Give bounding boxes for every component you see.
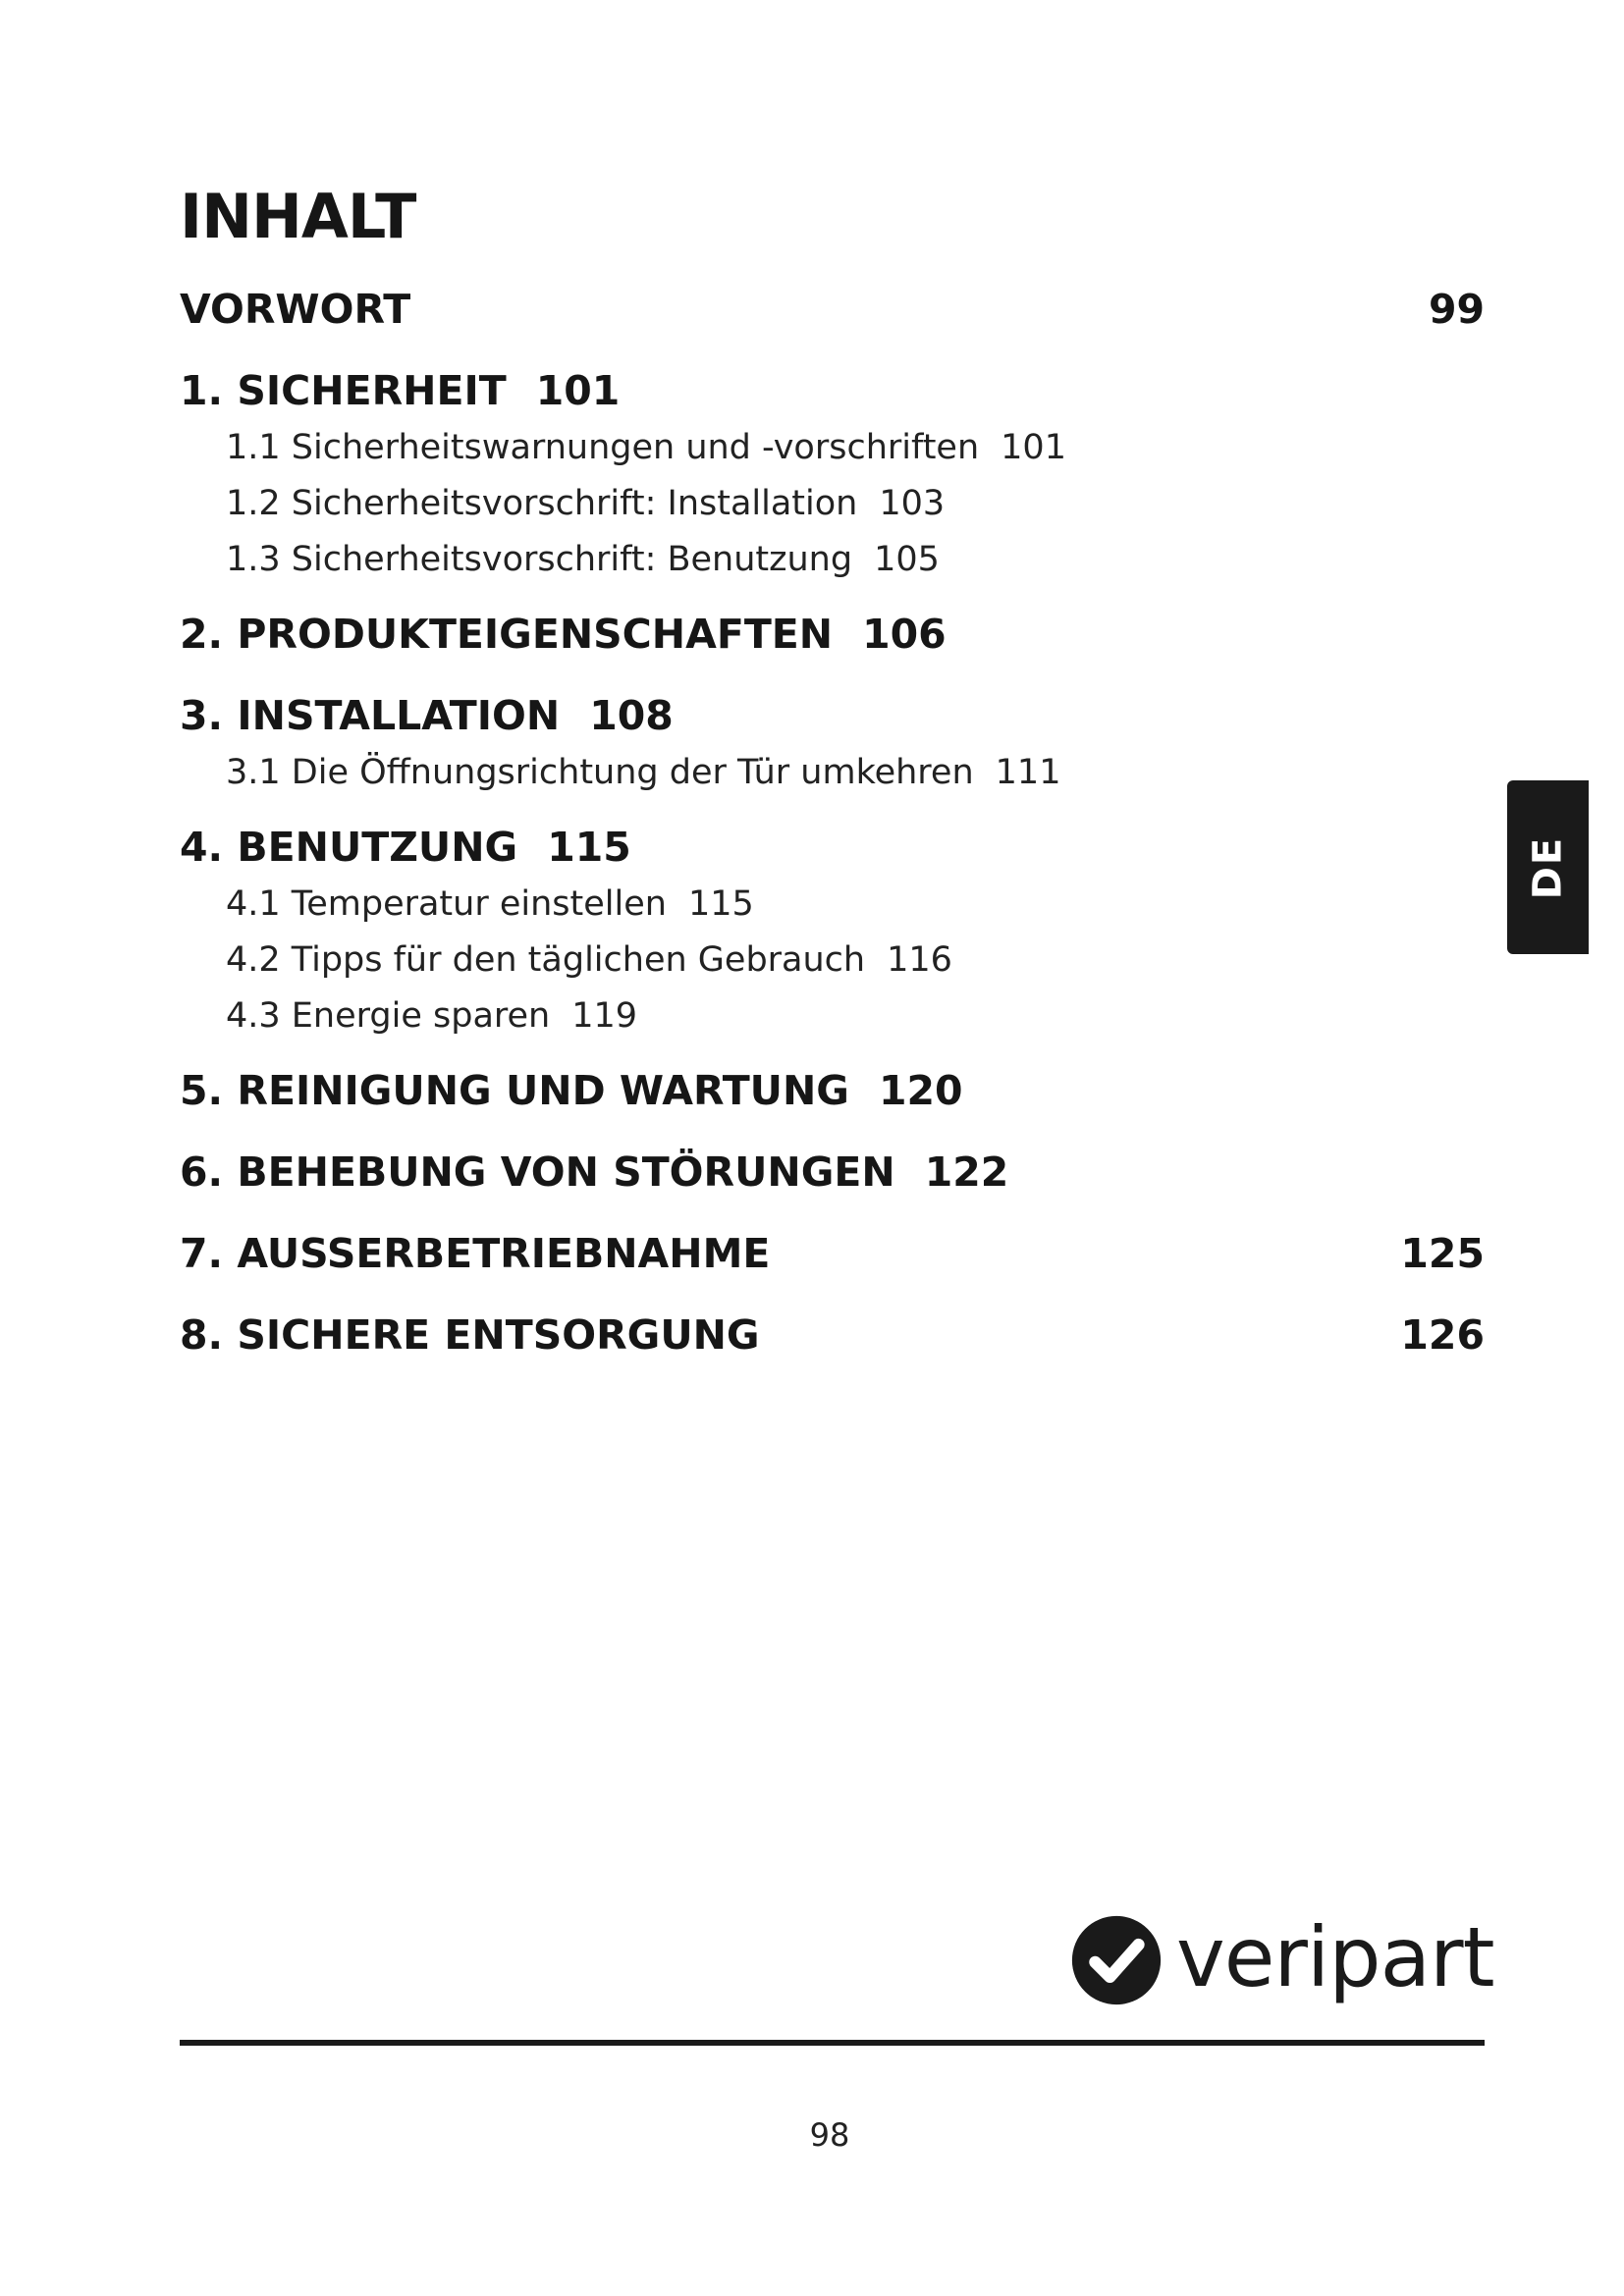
toc-entry-label: 1.2 Sicherheitsvorschrift: Installation <box>226 484 858 523</box>
toc-entry-label: 4.2 Tipps für den täglichen Gebrauch <box>226 940 866 980</box>
brand-logo <box>1070 1909 1494 2006</box>
language-tab <box>1507 780 1589 954</box>
toc-entry-vorwort[interactable] <box>180 286 1485 333</box>
checkmark-circle-icon <box>1070 1914 1163 2006</box>
toc-entry-behebung[interactable] <box>180 1148 1485 1196</box>
toc-entry-installation[interactable] <box>180 692 1485 739</box>
toc-subentry-4-3[interactable] <box>180 996 1485 1036</box>
toc-entry-page: 101 <box>535 367 621 414</box>
toc-entry-page: 111 <box>995 753 1061 792</box>
toc-entry-page: 106 <box>862 611 947 658</box>
toc-entry-label: 5. REINIGUNG UND WARTUNG <box>180 1067 849 1114</box>
toc-entry-page: 119 <box>571 996 638 1036</box>
toc-entry-label: 1.3 Sicherheitsvorschrift: Benutzung <box>226 540 853 579</box>
toc-entry-label: 8. SICHERE ENTSORGUNG <box>180 1311 760 1359</box>
toc-entry-page: 115 <box>547 824 631 871</box>
toc-entry-page: 105 <box>874 540 940 579</box>
toc-entry-page: 125 <box>1400 1230 1485 1277</box>
toc-entry-label: VORWORT <box>180 286 411 333</box>
footer-divider <box>180 2040 1485 2046</box>
toc-entry-label: 1. SICHERHEIT <box>180 367 507 414</box>
toc-entry-page: 99 <box>1428 286 1485 333</box>
toc-entry-produkteigenschaften[interactable] <box>180 611 1485 658</box>
toc-entry-sicherheit[interactable] <box>180 367 1485 414</box>
toc-entry-page: 115 <box>687 884 754 924</box>
toc-subentry-4-2[interactable] <box>180 940 1485 980</box>
toc-entry-page: 116 <box>887 940 952 980</box>
toc-entry-label: 4.3 Energie sparen <box>226 996 551 1036</box>
language-tab-label: DE <box>1525 835 1571 899</box>
toc-entry-benutzung[interactable] <box>180 824 1485 871</box>
toc-entry-label: 4. BENUTZUNG <box>180 824 518 871</box>
toc-entry-label: 6. BEHEBUNG VON STÖRUNGEN <box>180 1148 895 1196</box>
toc-entry-label: 4.1 Temperatur einstellen <box>226 884 667 924</box>
logo-text: veripart <box>1176 1909 1494 2005</box>
toc-entry-label: 1.1 Sicherheitswarnungen und -vorschriften <box>226 428 980 467</box>
toc-entry-label: 2. PRODUKTEIGENSCHAFTEN <box>180 611 834 658</box>
toc-entry-ausserbetriebnahme[interactable] <box>180 1230 1485 1277</box>
toc-entry-label: 7. AUSSERBETRIEBNAHME <box>180 1230 771 1277</box>
page-title: INHALT <box>180 181 416 252</box>
toc-subentry-4-1[interactable] <box>180 884 1485 924</box>
toc-entry-page: 108 <box>589 692 674 739</box>
toc-entry-reinigung[interactable] <box>180 1067 1485 1114</box>
table-of-contents <box>180 286 1485 1359</box>
toc-entry-page: 122 <box>924 1148 1009 1196</box>
toc-entry-page: 103 <box>879 484 946 523</box>
toc-entry-label: 3. INSTALLATION <box>180 692 561 739</box>
toc-entry-page: 126 <box>1400 1311 1485 1359</box>
toc-subentry-3-1[interactable] <box>180 753 1485 792</box>
toc-subentry-1-1[interactable] <box>180 428 1485 467</box>
page-number: 98 <box>809 2116 850 2154</box>
toc-subentry-1-3[interactable] <box>180 540 1485 579</box>
toc-entry-label: 3.1 Die Öffnungsrichtung der Tür umkehren <box>226 753 974 792</box>
toc-subentry-1-2[interactable] <box>180 484 1485 523</box>
toc-entry-entsorgung[interactable] <box>180 1311 1485 1359</box>
toc-entry-page: 101 <box>1001 428 1066 467</box>
toc-entry-page: 120 <box>878 1067 963 1114</box>
